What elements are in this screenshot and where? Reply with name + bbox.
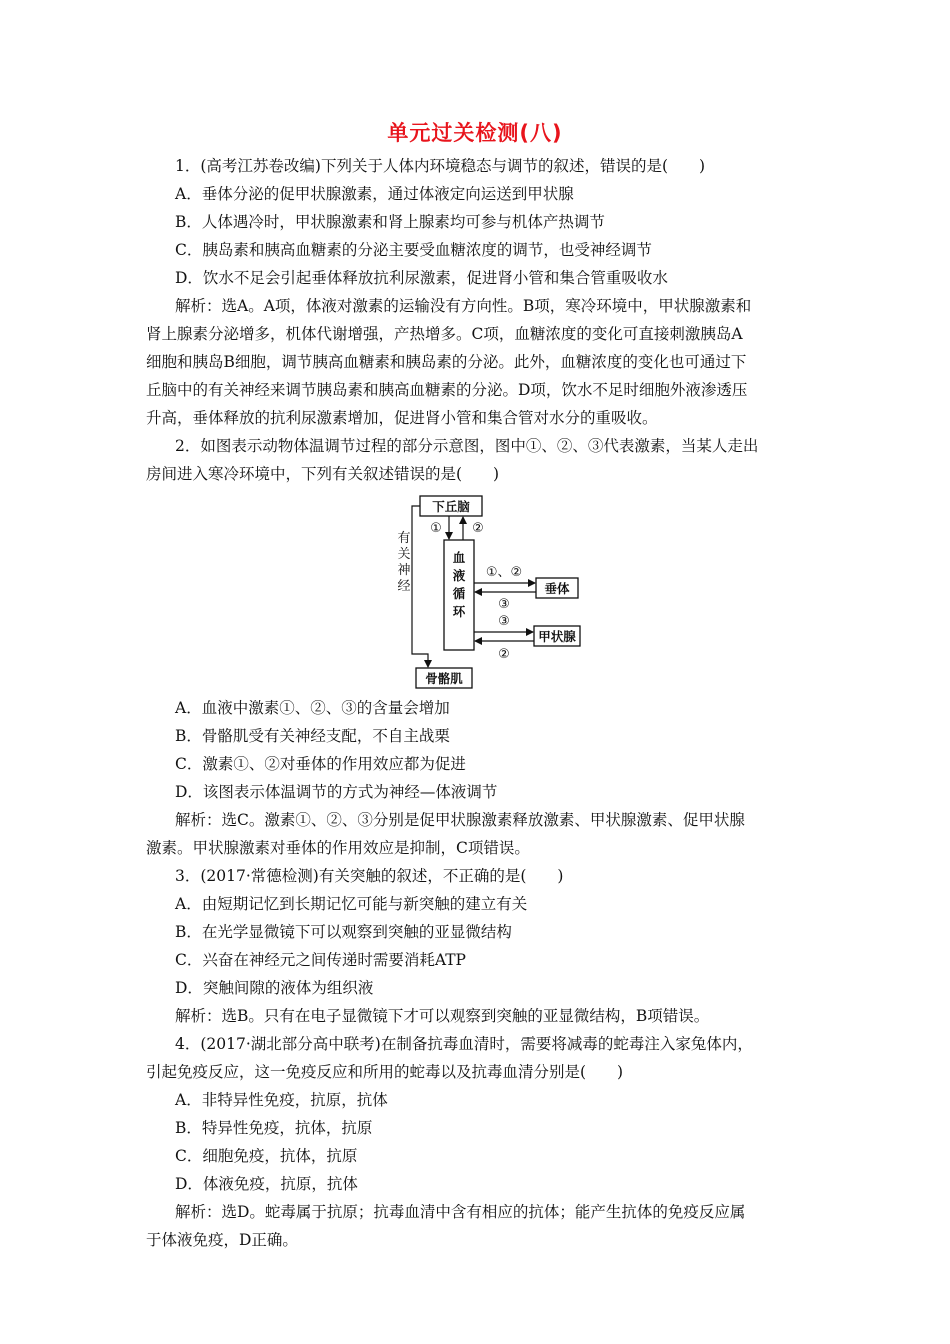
question-4-option-a: A．非特异性免疫，抗原，抗体 bbox=[175, 1091, 388, 1109]
blood-label-char: 血 bbox=[452, 550, 466, 565]
nerve-pathway-arrow bbox=[412, 506, 428, 667]
question-list bbox=[146, 152, 808, 1254]
question-4-option-c: C．细胞免疫，抗体，抗原 bbox=[175, 1147, 358, 1165]
pituitary-label: 垂体 bbox=[544, 581, 570, 596]
question-1-analysis-line: 丘脑中的有关神经来调节胰岛素和胰高血糖素的分泌。D项，饮水不足时细胞外液渗透压 bbox=[146, 381, 748, 399]
question-4-analysis-line: 解析：选D。蛇毒属于抗原；抗毒血清中含有相应的抗体；能产生抗体的免疫反应属 bbox=[175, 1203, 746, 1221]
blood-label-char: 循 bbox=[452, 586, 466, 601]
thermoregulation-diagram bbox=[146, 492, 808, 692]
thyroid-label: 甲状腺 bbox=[538, 629, 576, 644]
page-title: 单元过关检测(八) bbox=[387, 121, 563, 145]
skeletal-muscle-label: 骨骼肌 bbox=[425, 671, 463, 686]
question-4 bbox=[146, 1030, 808, 1254]
diagram-svg bbox=[146, 492, 808, 692]
hormone-2-thyroid-label: ② bbox=[498, 647, 510, 662]
question-1-option-c: C．胰岛素和胰高血糖素的分泌主要受血糖浓度的调节，也受神经调节 bbox=[175, 241, 652, 259]
nerve-label-char: 关 bbox=[397, 547, 411, 562]
question-1-stem: 1．(高考江苏卷改编)下列关于人体内环境稳态与调节的叙述，错误的是( ) bbox=[175, 157, 706, 175]
hypothalamus-label: 下丘脑 bbox=[432, 499, 470, 514]
question-1-analysis-line: 肾上腺素分泌增多，机体代谢增强，产热增多。C项，血糖浓度的变化可直接刺激胰岛A bbox=[146, 325, 743, 343]
question-2-analysis-line: 激素。甲状腺激素对垂体的作用效应是抑制，C项错误。 bbox=[146, 839, 530, 857]
question-2-option-b: B．骨骼肌受有关神经支配，不自主战栗 bbox=[175, 727, 450, 745]
blood-label-char: 环 bbox=[452, 604, 466, 619]
question-4-stem-line: 4．(2017·湖北部分高中联考)在制备抗毒血清时，需要将减毒的蛇毒注入家兔体内， bbox=[175, 1035, 753, 1053]
question-3-stem: 3．(2017·常德检测)有关突触的叙述，不正确的是( ) bbox=[175, 867, 564, 885]
hormone-2-label: ② bbox=[472, 521, 484, 536]
question-1-option-d: D．饮水不足会引起垂体释放抗利尿激素，促进肾小管和集合管重吸收水 bbox=[175, 269, 668, 287]
question-2-stem-line: 2．如图表示动物体温调节过程的部分示意图，图中①、②、③代表激素，当某人走出 bbox=[175, 437, 759, 455]
question-2-option-d: D．该图表示体温调节的方式为神经—体液调节 bbox=[175, 783, 498, 801]
hormone-3-thyroid-label: ③ bbox=[498, 614, 510, 629]
question-2-stem-line: 房间进入寒冷环境中，下列有关叙述错误的是( ) bbox=[146, 465, 500, 483]
nerve-label-char: 神 bbox=[397, 563, 411, 578]
question-4-analysis-line: 于体液免疫，D正确。 bbox=[146, 1231, 298, 1249]
question-1-analysis-line: 升高，垂体释放的抗利尿激素增加，促进肾小管和集合管对水分的重吸收。 bbox=[146, 409, 658, 427]
question-3-option-b: B．在光学显微镜下可以观察到突触的亚显微结构 bbox=[175, 923, 512, 941]
question-4-stem-line: 引起免疫反应，这一免疫反应和所用的蛇毒以及抗毒血清分别是( ) bbox=[146, 1063, 624, 1081]
question-3-option-c: C．兴奋在神经元之间传递时需要消耗ATP bbox=[175, 951, 466, 969]
question-2-analysis-line: 解析：选C。激素①、②、③分别是促甲状腺激素释放激素、甲状腺激素、促甲状腺 bbox=[175, 811, 745, 829]
hormone-1-2-label: ①、② bbox=[485, 565, 523, 580]
question-2-option-a: A．血液中激素①、②、③的含量会增加 bbox=[175, 699, 450, 717]
question-4-option-b: B．特异性免疫，抗体，抗原 bbox=[175, 1119, 373, 1137]
blood-label-char: 液 bbox=[452, 568, 466, 583]
question-1-analysis-line: 解析：选A。A项，体液对激素的运输没有方向性。B项，寒冷环境中，甲状腺激素和 bbox=[175, 297, 752, 315]
question-4-option-d: D．体液免疫，抗原，抗体 bbox=[175, 1175, 358, 1193]
question-2-option-c: C．激素①、②对垂体的作用效应都为促进 bbox=[175, 755, 466, 773]
hormone-1-label: ① bbox=[430, 521, 442, 536]
question-3-analysis-line: 解析：选B。只有在电子显微镜下才可以观察到突触的亚显微结构，B项错误。 bbox=[175, 1007, 710, 1025]
question-1-analysis-line: 细胞和胰岛B细胞，调节胰高血糖素和胰岛素的分泌。此外，血糖浓度的变化也可通过下 bbox=[146, 353, 747, 371]
question-1-option-b: B．人体遇冷时，甲状腺激素和肾上腺素均可参与机体产热调节 bbox=[175, 213, 605, 231]
question-2 bbox=[146, 432, 808, 862]
question-3 bbox=[146, 862, 808, 1030]
question-1-option-a: A．垂体分泌的促甲状腺激素，通过体液定向运送到甲状腺 bbox=[175, 185, 574, 203]
question-3-option-a: A．由短期记忆到长期记忆可能与新突触的建立有关 bbox=[175, 895, 528, 913]
nerve-label-char: 经 bbox=[397, 579, 411, 594]
question-1 bbox=[146, 152, 808, 432]
question-3-option-d: D．突触间隙的液体为组织液 bbox=[175, 979, 374, 997]
hormone-3-label: ③ bbox=[498, 597, 510, 612]
nerve-label-char: 有 bbox=[397, 531, 411, 546]
